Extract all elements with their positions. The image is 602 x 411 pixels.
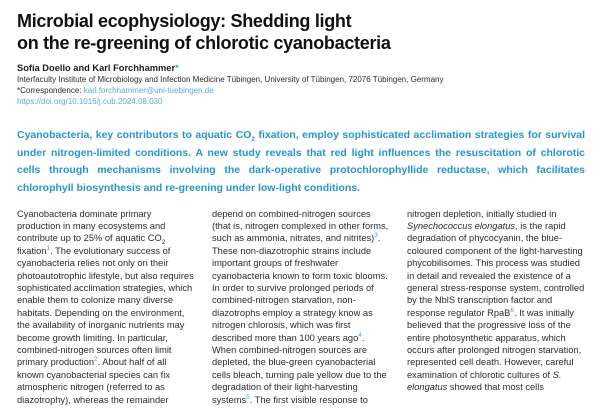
abstract-paragraph: Cyanobacteria, key contributors to aquatic $CO_2$ fixation, employ sophisticated acclimation strategies for survival under nitrogen-limited conditions. A new study reveals that red light influences the resuscitation of chlorotic cells through mechanisms involving the dark-operative protochlorophyllide reductase, which facilitates chlorophyll biosynthesis and re-greening under low-light conditions. bbox=[17, 129, 586, 194]
body-column-1: Cyanobacteria dominate primary production in many ecosystems and contribute up to 25% of aquatic $CO_2$ fixation$^1$. The evolutionary success of cyanobacteria relies not only on their photoautotrophic lifestyle, but also requires sophisticated acclimation strategies, which enable them to colonize many diverse habitats. Depending on the environment, the availability of inorganic nutrients may become growth limiting. In particular, combined-nitrogen sources often limit primary production$^2$. About half of all known cyanobacterial species can fix atmospheric nitrogen (referred to as diazotrophy), whereas the remainder bbox=[17, 208, 194, 405]
doi-line bbox=[17, 96, 585, 107]
author-names: Sofía Doello and Karl Forchhammer bbox=[17, 63, 176, 73]
article-title-line-2: on the re-greening of chlorotic cyanobacteria bbox=[17, 33, 391, 53]
corresponding-author-mark: * bbox=[175, 63, 179, 73]
doi-link[interactable]: https://doi.org/10.1016/j.cub.2024.08.030 bbox=[17, 97, 163, 106]
body-columns bbox=[17, 208, 585, 407]
body-column-2: depend on combined-nitrogen sources (that is, nitrogen complexed in other forms, such as ammonia, nitrates, and nitrites)$^3$. These non-diazotrophic strains include important groups of freshwater cyanobacteria known to form toxic blooms. In order to survive prolonged periods of combined-nitrogen starvation, non-diazotrophs employ a strategy know as nitrogen chlorosis, which was first described more than 100 years ago$^4$. When combined-nitrogen sources are depleted, the blue-green cyanobacterial cells bleach, turning pale yellow due to the degradation of their light-harvesting systems$^5$. The first visible response to bbox=[212, 208, 389, 405]
correspondence-email-link[interactable]: karl.forchhammer@uni-tuebingen.de bbox=[83, 86, 214, 95]
body-column-3: nitrogen depletion, initially studied in Synechococcus elongatus, is the rapid degradation of phycocyanin, the blue-coloured component of the light-harvesting phycobilisomes. This process was studied in detail and revealed the existence of a general stress-response system, controlled by the NblS transcription factor and response regulator RpaB$^6$. It was initially believed that the progressive loss of the entire photosynthetic apparatus, which occurs after prolonged nitrogen starvation, represented cell death. However, careful examination of chlorotic cultures of S. elongatus showed that most cells bbox=[407, 208, 585, 393]
affiliation-line: Interfaculty Institute of Microbiology and Infection Medicine Tübingen, University of Tübingen, 72076 Tübingen, Germany bbox=[17, 75, 444, 84]
authors-line bbox=[17, 63, 585, 74]
article-title-line-1: Microbial ecophysiology: Shedding light bbox=[17, 11, 352, 31]
correspondence-line bbox=[17, 85, 585, 96]
correspondence-label: *Correspondence: bbox=[17, 86, 84, 95]
article-title bbox=[17, 10, 585, 54]
